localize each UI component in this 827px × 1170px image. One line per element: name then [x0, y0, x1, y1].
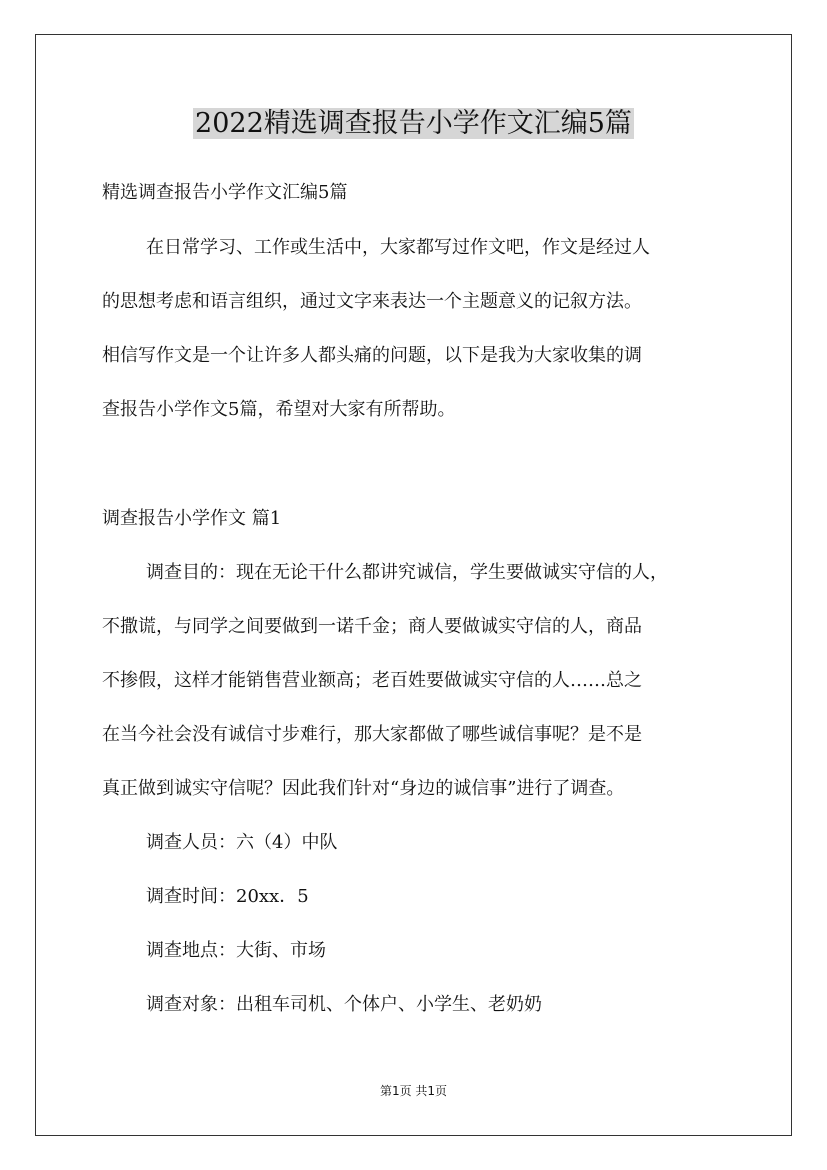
detail-personnel: 调查人员：六（4）中队	[146, 832, 338, 853]
intro-line-4: 查报告小学作文5篇，希望对大家有所帮助。	[102, 399, 456, 420]
document-title	[0, 104, 827, 144]
intro-line-1: 在日常学习、工作或生活中，大家都写过作文吧，作文是经过人	[146, 237, 650, 258]
purpose-line-3: 不掺假，这样才能销售营业额高；老百姓要做诚实守信的人……总之	[102, 670, 642, 691]
document-subtitle: 精选调查报告小学作文汇编5篇	[102, 182, 348, 203]
intro-line-2: 的思想考虑和语言组织，通过文字来表达一个主题意义的记叙方法。	[102, 291, 642, 312]
purpose-line-5: 真正做到诚实守信呢？因此我们针对“身边的诚信事”进行了调查。	[102, 778, 625, 799]
document-title-text: 2022精选调查报告小学作文汇编5篇	[195, 108, 632, 139]
section-heading: 调查报告小学作文 篇1	[102, 508, 282, 529]
purpose-line-1: 调查目的：现在无论干什么都讲究诚信，学生要做诚实守信的人，	[146, 562, 668, 583]
page-number-footer: 第1页 共1页	[379, 1084, 448, 1098]
intro-line-3: 相信写作文是一个让许多人都头痛的问题，以下是我为大家收集的调	[102, 345, 642, 366]
purpose-line-2: 不撒谎，与同学之间要做到一诺千金；商人要做诚实守信的人，商品	[102, 616, 642, 637]
detail-time: 调查时间：20xx．5	[146, 886, 309, 907]
detail-location: 调查地点：大街、市场	[146, 940, 326, 961]
detail-subjects: 调查对象：出租车司机、个体户、小学生、老奶奶	[146, 994, 542, 1015]
purpose-line-4: 在当今社会没有诚信寸步难行，那大家都做了哪些诚信事呢？是不是	[102, 724, 642, 745]
